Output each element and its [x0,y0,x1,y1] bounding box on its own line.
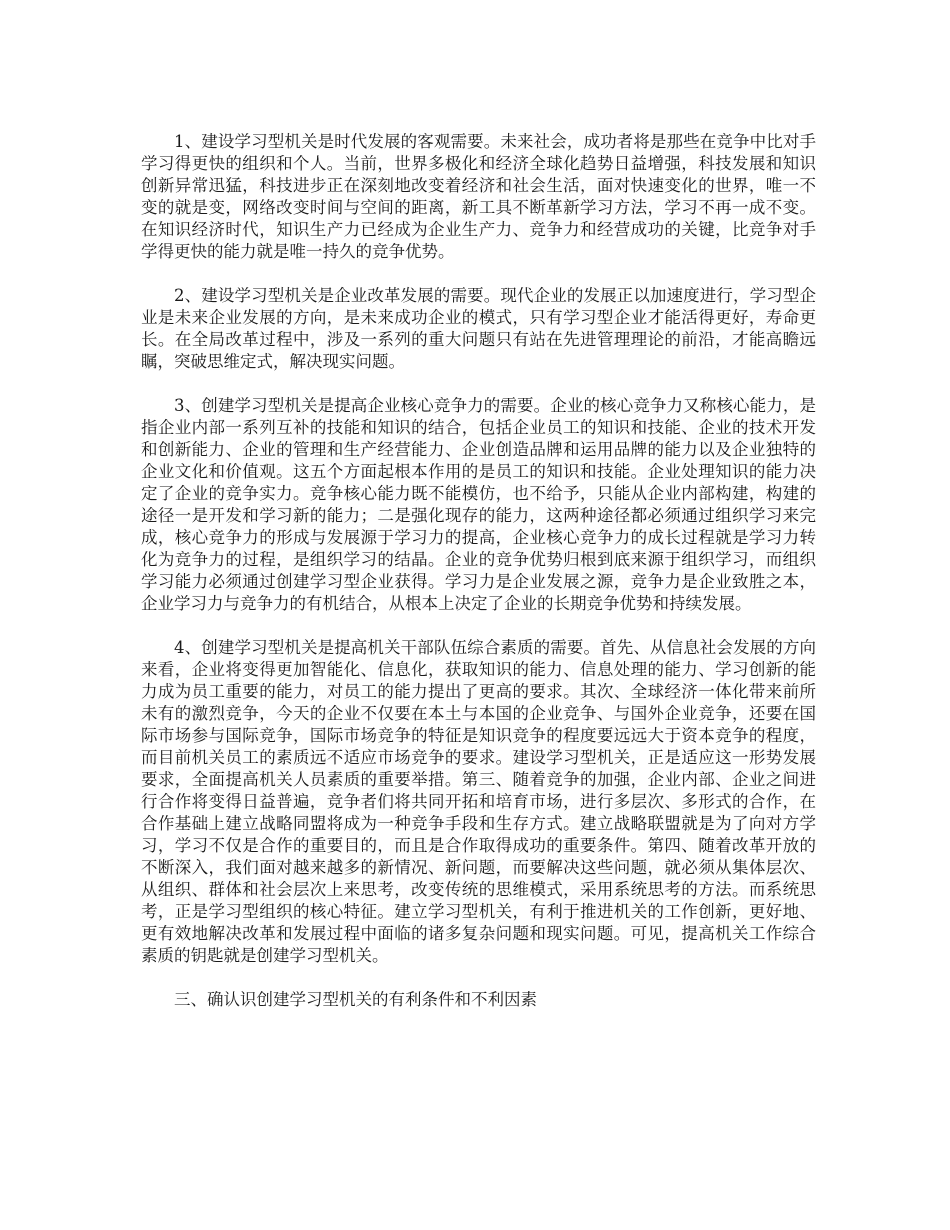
paragraph-4: 4、创建学习型机关是提高机关干部队伍综合素质的需要。首先、从信息社会发展的方向来看，企业将变得更加智能化、信息化，获取知识的能力、信息处理的能力、学习创新的能力成为员工重要的能力，对员工的能力提出了更高的要求。其次、全球经济一体化带来前所未有的激烈竞争，今天的企业不仅要在本土与本国的企业竞争、与国外企业竞争，还要在国际市场参与国际竞争，国际市场竞争的特征是知识竞争的程度要远远大于资本竞争的程度，而目前机关员工的素质远不适应市场竞争的要求。建设学习型机关，正是适应这一形势发展要求，全面提高机关人员素质的重要举措。第三、随着竞争的加强，企业内部、企业之间进行合作将变得日益普遍，竞争者们将共同开拓和培育市场，进行多层次、多形式的合作，在合作基础上建立战略同盟将成为一种竞争手段和生存方式。建立战略联盟就是为了向对方学习，学习不仅是合作的重要目的，而且是合作取得成功的重要条件。第四、随着改革开放的不断深入，我们面对越来越多的新情况、新问题，而要解决这些问题，就必须从集体层次、从组织、群体和社会层次上来思考，改变传统的思维模式，采用系统思考的方法。而系统思考，正是学习型组织的核心特征。建立学习型机关，有利于推进机关的工作创新，更好地、更有效地解决改革和发展过程中面临的诸多复杂问题和现实问题。可见，提高机关工作综合素质的钥匙就是创建学习型机关。 [141,638,816,965]
section-heading: 三、确认识创建学习型机关的有利条件和不利因素 [174,990,537,1009]
paragraph-3: 3、创建学习型机关是提高企业核心竞争力的需要。企业的核心竞争力又称核心能力，是指企业内部一系列互补的技能和知识的结合，包括企业员工的知识和技能、企业的技术开发和创新能力、企业的管理和生产经营能力、企业创造品牌和运用品牌的能力以及企业独特的企业文化和价值观。这五个方面起根本作用的是员工的知识和技能。企业处理知识的能力决定了企业的竞争实力。竞争核心能力既不能模仿，也不给予，只能从企业内部构建，构建的途径一是开发和学习新的能力；二是强化现存的能力，这两种途径都必须通过组织学习来完成，核心竞争力的形成与发展源于学习力的提高，企业核心竞争力的成长过程就是学习力转化为竞争力的过程，是组织学习的结晶。企业的竞争优势归根到底来源于组织学习，而组织学习能力必须通过创建学习型企业获得。学习力是企业发展之源，竞争力是企业致胜之本，企业学习力与竞争力的有机结合，从根本上决定了企业的长期竞争优势和持续发展。 [141,396,816,613]
document-page [141,131,816,1011]
paragraph-2: 2、建设学习型机关是企业改革发展的需要。现代企业的发展正以加速度进行，学习型企业是未来企业发展的方向，是未来成功企业的模式，只有学习型企业才能活得更好，寿命更长。在全局改革过程中，涉及一系列的重大问题只有站在先进管理理论的前沿，才能高瞻远瞩，突破思维定式，解决现实问题。 [141,286,816,371]
paragraph-1: 1、建设学习型机关是时代发展的客观需要。未来社会，成功者将是那些在竞争中比对手学习得更快的组织和个人。当前，世界多极化和经济全球化趋势日益增强，科技发展和知识创新异常迅猛，科技进步正在深刻地改变着经济和社会生活，面对快速变化的世界，唯一不变的就是变，网络改变时间与空间的距离，新工具不断革新学习方法，学习不再一成不变。在知识经济时代，知识生产力已经成为企业生产力、竞争力和经营成功的关键，比竞争对手学得更快的能力就是唯一持久的竞争优势。 [141,132,816,261]
